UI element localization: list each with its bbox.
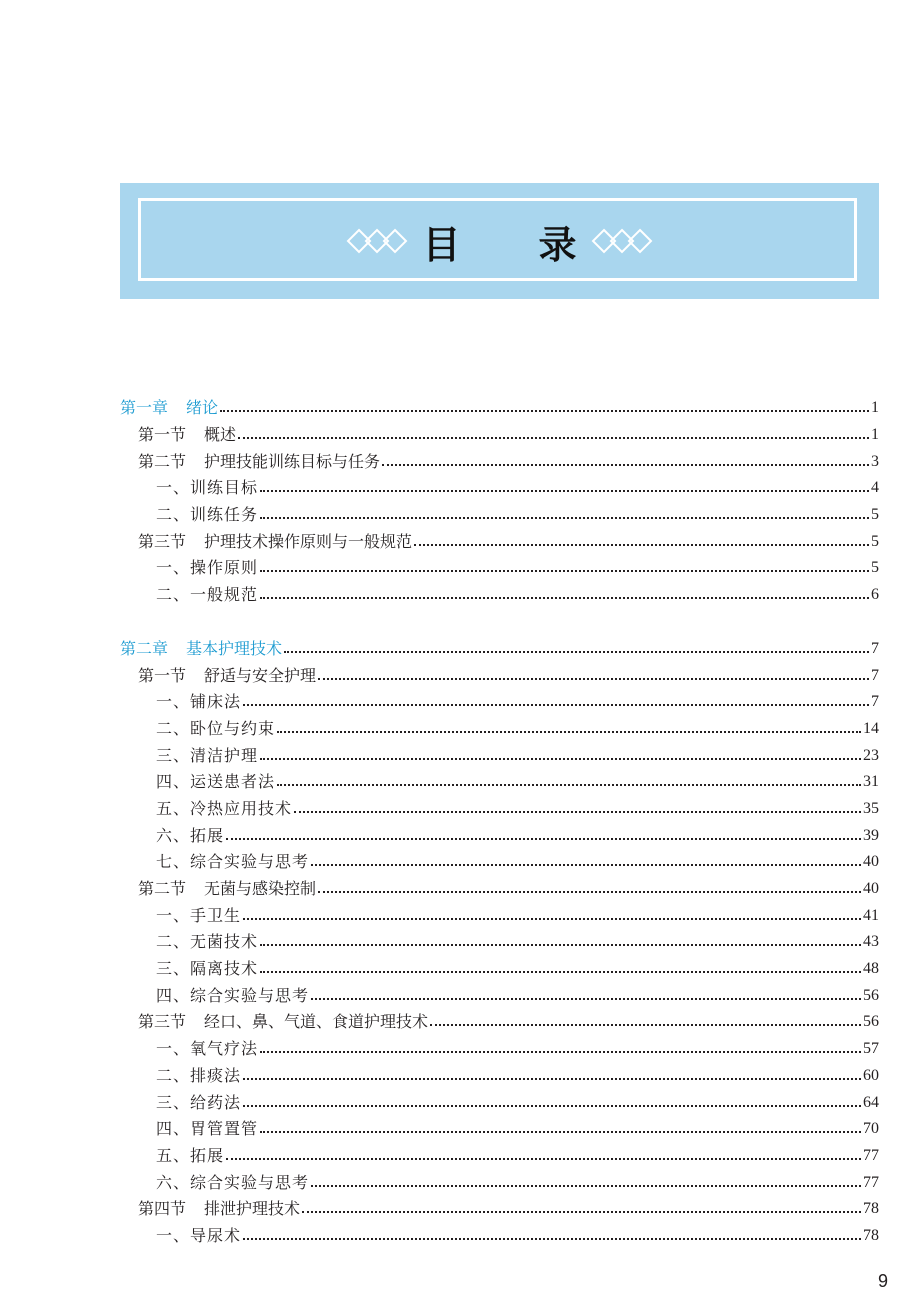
toc-entry-page: 56	[863, 1013, 879, 1031]
toc-section-entry[interactable]	[120, 422, 879, 449]
dot-leader	[260, 570, 869, 572]
toc-entry-title: 六、拓展	[156, 825, 225, 845]
dot-leader	[260, 1131, 861, 1133]
toc-entry-number: 第一节	[138, 425, 187, 445]
toc-entry-page: 23	[863, 746, 879, 764]
toc-entry-page: 3	[871, 452, 879, 470]
toc-entry-label	[156, 932, 258, 952]
toc-subsection-entry[interactable]	[120, 849, 879, 876]
toc-entry-title: 一、氧气疗法	[156, 1039, 259, 1059]
diamond-ornament-icon	[346, 228, 408, 254]
toc-entry-label	[156, 1093, 241, 1113]
toc-subsection-entry[interactable]	[120, 582, 879, 609]
toc-subsection-entry[interactable]	[120, 982, 879, 1009]
dot-leader	[430, 1024, 861, 1026]
dot-leader	[277, 784, 861, 786]
toc-entry-title: 七、综合实验与思考	[156, 852, 310, 872]
toc-entry-title: 二、排痰法	[156, 1065, 242, 1085]
toc-entry-title: 护理技术操作原则与一般规范	[204, 531, 413, 551]
toc-entry-label	[156, 746, 258, 766]
toc-entry-number: 第一节	[138, 665, 187, 685]
toc-entry-title: 舒适与安全护理	[204, 665, 317, 685]
toc-entry-label	[156, 959, 258, 979]
dot-leader	[243, 918, 861, 920]
toc-entry-title: 排泄护理技术	[204, 1199, 301, 1219]
toc-entry-title: 一、铺床法	[156, 692, 242, 712]
toc-entry-title: 五、冷热应用技术	[156, 798, 293, 818]
toc-subsection-entry[interactable]	[120, 822, 879, 849]
toc-entry-title: 一、导尿术	[156, 1225, 242, 1245]
toc-entry-page: 7	[871, 639, 879, 657]
toc-entry-label	[138, 425, 236, 445]
dot-leader	[294, 811, 861, 813]
toc-chapter-entry[interactable]	[120, 636, 879, 663]
toc-entry-title: 概述	[204, 425, 237, 445]
toc-entry-title: 四、综合实验与思考	[156, 985, 310, 1005]
toc-entry-title: 绪论	[186, 398, 219, 418]
toc-section-entry[interactable]	[120, 662, 879, 689]
toc-entry-number: 第三节	[138, 1012, 187, 1032]
toc-entry-label	[156, 558, 258, 578]
toc-subsection-entry[interactable]	[120, 1223, 879, 1250]
toc-entry-page: 1	[871, 426, 879, 444]
toc-entry-title: 一、训练目标	[156, 478, 259, 498]
dot-leader	[284, 651, 869, 653]
toc-entry-page: 5	[871, 532, 879, 550]
toc-entry-title: 一、操作原则	[156, 558, 259, 578]
toc-entry-label	[138, 532, 412, 552]
dot-leader	[382, 464, 869, 466]
dot-leader	[318, 891, 861, 893]
dot-leader	[311, 998, 861, 1000]
dot-leader	[243, 1238, 861, 1240]
toc-entry-page: 6	[871, 586, 879, 604]
toc-subsection-entry[interactable]	[120, 475, 879, 502]
toc-subsection-entry[interactable]	[120, 956, 879, 983]
toc-section-entry[interactable]	[120, 1196, 879, 1223]
dot-leader	[243, 1105, 861, 1107]
dot-leader	[260, 758, 861, 760]
toc-entry-page: 77	[863, 1173, 879, 1191]
toc-entry-title: 无菌与感染控制	[204, 879, 317, 899]
toc-entry-page: 57	[863, 1040, 879, 1058]
toc-entry-label	[156, 1119, 258, 1139]
toc-entry-label	[156, 852, 309, 872]
toc-entry-title: 一、手卫生	[156, 905, 242, 925]
toc-subsection-entry[interactable]	[120, 769, 879, 796]
toc-section-entry[interactable]	[120, 876, 879, 903]
page-title-right: 录	[538, 221, 577, 267]
toc-entry-title: 五、拓展	[156, 1145, 225, 1165]
toc-entry-title: 二、一般规范	[156, 585, 259, 605]
dot-leader	[260, 944, 861, 946]
toc-subsection-entry[interactable]	[120, 1036, 879, 1063]
toc-entry-label	[156, 505, 258, 525]
dot-leader	[311, 1185, 861, 1187]
toc-subsection-entry[interactable]	[120, 742, 879, 769]
toc-entry-page: 60	[863, 1066, 879, 1084]
toc-entry-label	[156, 1173, 309, 1193]
toc-entry-page: 7	[871, 693, 879, 711]
toc-section-entry[interactable]	[120, 1009, 879, 1036]
dot-leader	[243, 704, 869, 706]
toc-entry-page: 48	[863, 960, 879, 978]
dot-leader	[318, 678, 869, 680]
toc-entry-label	[138, 666, 316, 686]
toc-entry-page: 78	[863, 1226, 879, 1244]
toc-subsection-entry[interactable]	[120, 796, 879, 823]
toc-subsection-entry[interactable]	[120, 1143, 879, 1170]
toc-entry-label	[156, 1146, 224, 1166]
toc-subsection-entry[interactable]	[120, 929, 879, 956]
toc-subsection-entry[interactable]	[120, 902, 879, 929]
dot-leader	[277, 731, 861, 733]
toc-entry-number: 第一章	[120, 398, 169, 418]
toc-entry-page: 7	[871, 666, 879, 684]
toc-entry-page: 78	[863, 1200, 879, 1218]
diamond-ornament-icon	[591, 228, 653, 254]
toc-entry-number: 第二节	[138, 879, 187, 899]
toc-subsection-entry[interactable]	[120, 1089, 879, 1116]
toc-entry-label	[120, 398, 218, 418]
toc-entry-title: 六、综合实验与思考	[156, 1172, 310, 1192]
toc-entry-label	[156, 986, 309, 1006]
toc-subsection-entry[interactable]	[120, 1063, 879, 1090]
toc-entry-number: 第四节	[138, 1199, 187, 1219]
toc-entry-page: 4	[871, 479, 879, 497]
toc-entry-page: 70	[863, 1120, 879, 1138]
toc-entry-page: 5	[871, 506, 879, 524]
toc-entry-title: 四、胃管置管	[156, 1119, 259, 1139]
toc-entry-label	[156, 1066, 241, 1086]
toc-entry-label	[156, 799, 292, 819]
dot-leader	[302, 1211, 861, 1213]
toc-entry-title: 经口、鼻、气道、食道护理技术	[204, 1012, 429, 1032]
toc-subsection-entry[interactable]	[120, 716, 879, 743]
toc-section-entry[interactable]	[120, 448, 879, 475]
toc-entry-number: 第二章	[120, 638, 169, 658]
toc-entry-label	[138, 1199, 300, 1219]
toc-entry-label	[156, 719, 275, 739]
table-of-contents	[120, 395, 879, 1249]
toc-entry-label	[138, 1012, 428, 1032]
dot-leader	[238, 437, 869, 439]
toc-entry-label	[120, 639, 282, 659]
toc-entry-title: 三、给药法	[156, 1092, 242, 1112]
toc-entry-label	[138, 879, 316, 899]
dot-leader	[243, 1078, 861, 1080]
toc-entry-label	[156, 906, 241, 926]
toc-section-entry[interactable]	[120, 528, 879, 555]
dot-leader	[220, 410, 869, 412]
dot-leader	[260, 490, 869, 492]
toc-entry-page: 1	[871, 399, 879, 417]
toc-entry-page: 40	[863, 853, 879, 871]
toc-entry-page: 43	[863, 933, 879, 951]
toc-entry-title: 护理技能训练目标与任务	[204, 451, 381, 471]
toc-entry-page: 40	[863, 880, 879, 898]
toc-entry-label	[156, 1039, 258, 1059]
title-row	[120, 183, 879, 299]
toc-entry-label	[156, 585, 258, 605]
toc-entry-label	[156, 772, 275, 792]
toc-entry-page: 5	[871, 559, 879, 577]
toc-chapter-entry[interactable]	[120, 395, 879, 422]
title-banner	[120, 183, 879, 299]
page-number: 9	[877, 1271, 888, 1291]
dot-leader	[260, 1051, 861, 1053]
toc-entry-label	[156, 478, 258, 498]
toc-entry-number: 第二节	[138, 451, 187, 471]
toc-entry-page: 41	[863, 906, 879, 924]
toc-entry-page: 14	[863, 719, 879, 737]
toc-entry-page: 56	[863, 986, 879, 1004]
toc-entry-label	[138, 452, 380, 472]
toc-entry-title: 二、卧位与约束	[156, 718, 276, 738]
toc-entry-page: 77	[863, 1146, 879, 1164]
dot-leader	[311, 864, 861, 866]
toc-entry-title: 二、无菌技术	[156, 932, 259, 952]
dot-leader	[226, 838, 861, 840]
toc-entry-label	[156, 826, 224, 846]
toc-entry-title: 三、隔离技术	[156, 959, 259, 979]
dot-leader	[226, 1158, 861, 1160]
toc-entry-label	[156, 692, 241, 712]
toc-entry-page: 31	[863, 773, 879, 791]
dot-leader	[414, 544, 869, 546]
toc-subsection-entry[interactable]	[120, 689, 879, 716]
toc-entry-title: 二、训练任务	[156, 505, 259, 525]
dot-leader	[260, 517, 869, 519]
dot-leader	[260, 971, 861, 973]
dot-leader	[260, 597, 869, 599]
toc-subsection-entry[interactable]	[120, 1116, 879, 1143]
toc-entry-label	[156, 1226, 241, 1246]
toc-entry-title: 三、清洁护理	[156, 745, 259, 765]
toc-entry-page: 39	[863, 826, 879, 844]
toc-entry-title: 基本护理技术	[186, 638, 283, 658]
toc-entry-title: 四、运送患者法	[156, 772, 276, 792]
toc-entry-page: 64	[863, 1093, 879, 1111]
toc-subsection-entry[interactable]	[120, 1169, 879, 1196]
page-title-left: 目	[422, 221, 461, 267]
toc-entry-page: 35	[863, 799, 879, 817]
toc-entry-number: 第三节	[138, 531, 187, 551]
toc-subsection-entry[interactable]	[120, 502, 879, 529]
toc-subsection-entry[interactable]	[120, 555, 879, 582]
